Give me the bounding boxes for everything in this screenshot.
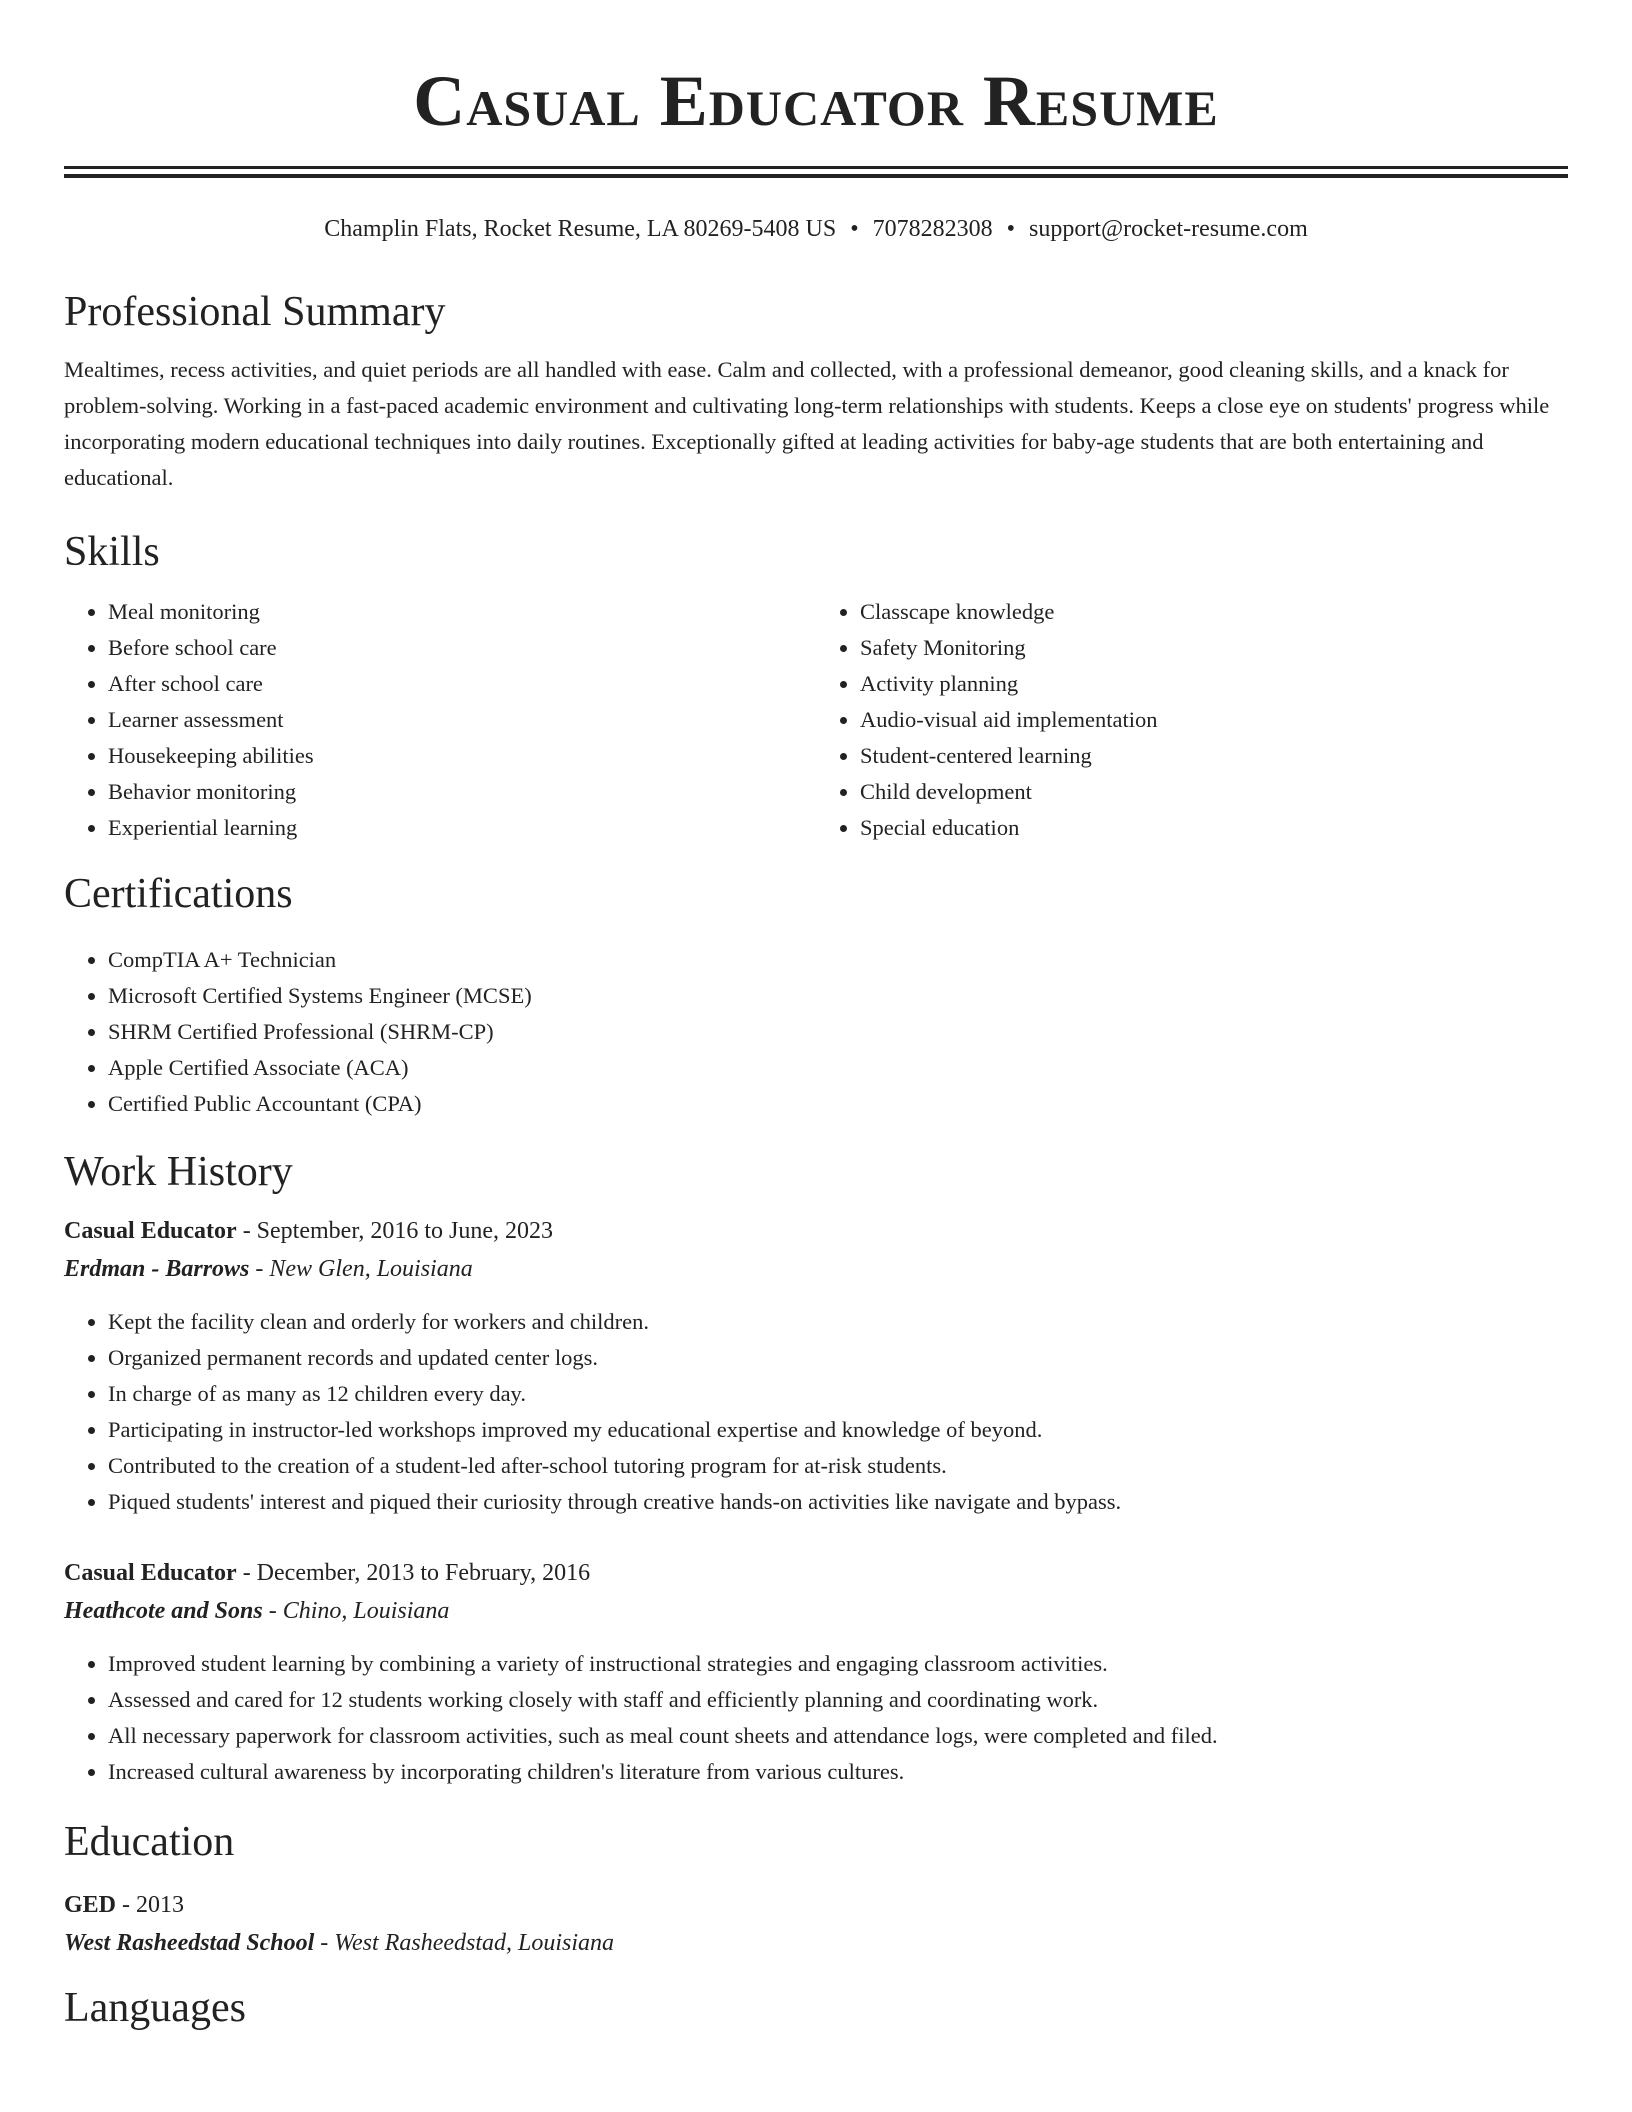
certifications-list — [64, 942, 1568, 1122]
job-duty: • Improved student learning by combining a variety of instructional strategies and engaging classroom activities. — [108, 1646, 1568, 1682]
job-duty: • Organized permanent records and updated center logs. — [108, 1340, 1568, 1376]
skill-item: • Classcape knowledge — [860, 594, 1568, 630]
skill-item: • Housekeeping abilities — [108, 738, 816, 774]
job-entry — [64, 1554, 1568, 1790]
education-year: - 2013 — [122, 1892, 185, 1918]
education-school-line — [64, 1924, 1568, 1962]
job-duty: • Piqued students' interest and piqued their curiosity through creative hands-on activities like navigate and bypass. — [108, 1484, 1568, 1520]
skill-item: • Learner assessment — [108, 702, 816, 738]
job-company-line — [64, 1250, 1568, 1288]
certification-item: • Microsoft Certified Systems Engineer (MCSE) — [108, 978, 1568, 1014]
skill-item: • Safety Monitoring — [860, 630, 1568, 666]
certifications-heading: Certifications — [64, 871, 293, 917]
work-history-heading: Work History — [64, 1149, 293, 1195]
skill-item: • Behavior monitoring — [108, 774, 816, 810]
skill-item: • Child development — [860, 774, 1568, 810]
job-dates: - December, 2013 to February, 2016 — [242, 1560, 591, 1586]
skills-heading: Skills — [64, 529, 160, 575]
summary-heading: Professional Summary — [64, 289, 446, 335]
work-history-section — [64, 1146, 1568, 1790]
job-company: Heathcote and Sons — [64, 1598, 263, 1624]
skill-item: • After school care — [108, 666, 816, 702]
job-title-line — [64, 1554, 1568, 1592]
education-heading: Education — [64, 1819, 235, 1865]
contact-email: support@rocket-resume.com — [1029, 216, 1308, 242]
skill-item: • Activity planning — [860, 666, 1568, 702]
job-duty: • Assessed and cared for 12 students working closely with staff and efficiently planning and coordinating work. — [108, 1682, 1568, 1718]
skill-item: • Meal monitoring — [108, 594, 816, 630]
job-duty: • All necessary paperwork for classroom activities, such as meal count sheets and attendance logs, were completed and filed. — [108, 1718, 1568, 1754]
skill-item: • Audio-visual aid implementation — [860, 702, 1568, 738]
job-company-line — [64, 1592, 1568, 1630]
skills-list-left — [64, 594, 816, 846]
job-dates: - September, 2016 to June, 2023 — [242, 1218, 554, 1244]
summary-section — [64, 286, 1568, 496]
contact-separator: • — [850, 216, 859, 242]
languages-section — [64, 1982, 1568, 2034]
summary-text: Mealtimes, recess activities, and quiet periods are all handled with ease. Calm and collected, with a professional demeanor, good cleaning skills, and a knack for problem-solving. Working in a fast-paced academic environment and cultivating long-term relationships with students. Keeps a close eye on students' progress while incorporating modern educational techniques into daily routines. Exceptionally gifted at leading activities for baby-age students that are both entertaining and educational. — [64, 357, 1550, 490]
education-location: - West Rasheedstad, Louisiana — [320, 1930, 615, 1956]
job-location: - New Glen, Louisiana — [255, 1256, 473, 1282]
certification-item: • Certified Public Accountant (CPA) — [108, 1086, 1568, 1122]
job-entry — [64, 1212, 1568, 1520]
certification-item: • SHRM Certified Professional (SHRM-CP) — [108, 1014, 1568, 1050]
education-degree: GED — [64, 1892, 117, 1918]
job-company: Erdman - Barrows — [64, 1256, 250, 1282]
skills-columns — [64, 594, 1568, 846]
job-title: Casual Educator — [64, 1560, 237, 1586]
skill-item: • Before school care — [108, 630, 816, 666]
certifications-section — [64, 868, 1568, 1122]
resume-title: Casual Educator Resume — [413, 61, 1219, 141]
contact-phone: 7078282308 — [872, 216, 993, 242]
education-entry — [64, 1886, 1568, 1962]
job-duty: • Contributed to the creation of a student-led after-school tutoring program for at-risk students. — [108, 1448, 1568, 1484]
skill-item: • Special education — [860, 810, 1568, 846]
job-location: - Chino, Louisiana — [268, 1598, 450, 1624]
job-duty: • Participating in instructor-led workshops improved my educational expertise and knowledge of beyond. — [108, 1412, 1568, 1448]
title-double-rule — [64, 166, 1568, 178]
languages-heading: Languages — [64, 1985, 246, 2031]
job-title: Casual Educator — [64, 1218, 237, 1244]
certification-item: • Apple Certified Associate (ACA) — [108, 1050, 1568, 1086]
education-section — [64, 1816, 1568, 1962]
skill-item: • Experiential learning — [108, 810, 816, 846]
certification-item: • CompTIA A+ Technician — [108, 942, 1568, 978]
education-school: West Rasheedstad School — [64, 1930, 315, 1956]
skill-item: • Student-centered learning — [860, 738, 1568, 774]
job-duties-list — [64, 1304, 1568, 1520]
contact-line — [64, 214, 1568, 244]
skills-section — [64, 526, 1568, 846]
contact-address: Champlin Flats, Rocket Resume, LA 80269-5408 US — [324, 216, 837, 242]
job-duty: • Increased cultural awareness by incorporating children's literature from various cultures. — [108, 1754, 1568, 1790]
job-duty: • In charge of as many as 12 children every day. — [108, 1376, 1568, 1412]
job-duty: • Kept the facility clean and orderly for workers and children. — [108, 1304, 1568, 1340]
skills-list-right — [816, 594, 1568, 846]
job-title-line — [64, 1212, 1568, 1250]
contact-separator: • — [1006, 216, 1016, 242]
job-duties-list — [64, 1646, 1568, 1790]
education-degree-line — [64, 1886, 1568, 1924]
